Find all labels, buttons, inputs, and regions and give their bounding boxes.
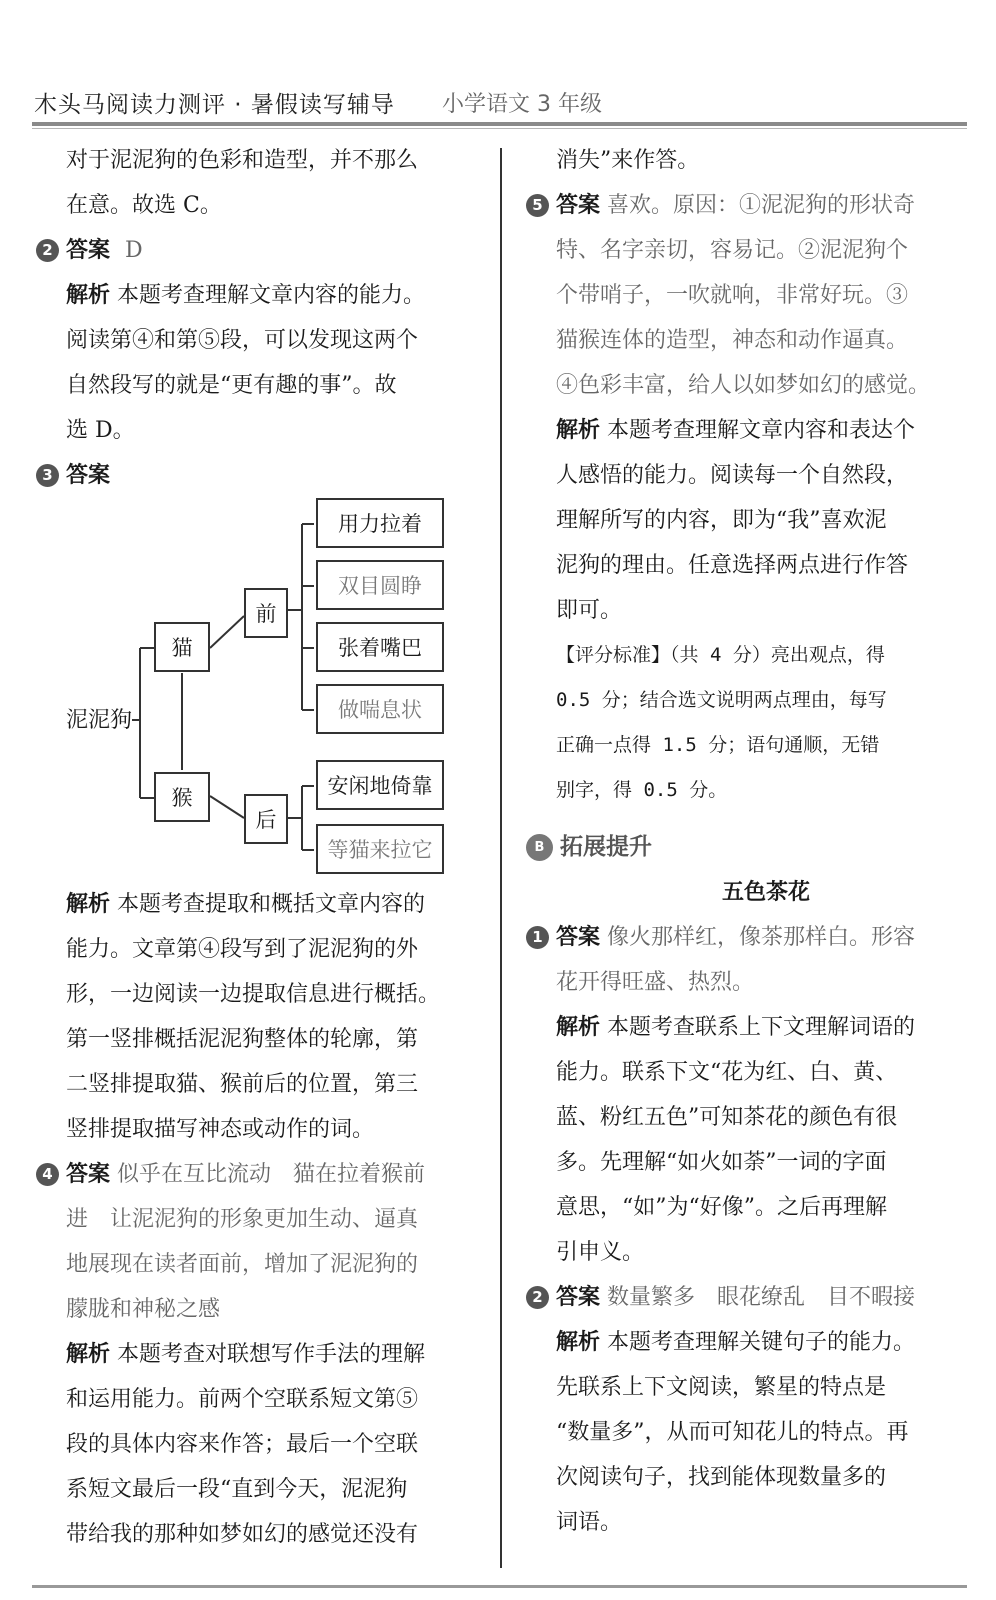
extension-question-1 (532, 915, 976, 1005)
text-line: 和运用能力。前两个空联系短文第⑤ (66, 1387, 419, 1412)
book-subtitle: 小学语文 3 年级 (442, 92, 602, 117)
left-column (42, 138, 486, 498)
analysis-label: 解析 (556, 1015, 601, 1040)
page-header (32, 86, 967, 122)
node-front: 前 (244, 588, 288, 638)
back-brace (288, 786, 314, 850)
text-line: 消失”来作答。 (556, 148, 700, 173)
text-line: 喜欢。原因：①泥泥狗的形状奇 (607, 193, 916, 218)
question-5 (532, 183, 976, 408)
extension-question-2 (532, 1275, 976, 1320)
leaf-front-1: 用力拉着 (316, 498, 444, 548)
text-line: ④色彩丰富，给人以如梦如幻的感觉。 (556, 373, 931, 398)
text-line: 花开得旺盛、热烈。 (556, 970, 755, 995)
text-line: 次阅读句子，找到能体现数量多的 (556, 1465, 887, 1490)
text-line: 竖排提取描写神态或动作的词。 (66, 1117, 375, 1142)
analysis-label: 解析 (66, 892, 111, 917)
text-line: 正确一点得 1.5 分；语句通顺，无错 (556, 734, 880, 756)
question-5-analysis (556, 408, 976, 633)
text-line: 本题考查对联想写作手法的理解 (117, 1342, 426, 1367)
leaf-front-3: 张着嘴巴 (316, 622, 444, 672)
text-line: 本题考查联系上下文理解词语的 (607, 1015, 916, 1040)
leaf-front-2: 双目圆睁 (316, 560, 444, 610)
text-line: 本题考查理解文章内容的能力。 (117, 283, 426, 308)
question-number: 4 (36, 1163, 59, 1186)
leaf-front-4: 做喘息状 (316, 684, 444, 734)
section-heading (534, 825, 976, 870)
node-cat: 猫 (154, 622, 210, 672)
question-3-analysis (66, 882, 486, 1152)
text-line: 意思，“如”为“好像”。之后再理解 (556, 1195, 887, 1220)
text-line: 词语。 (556, 1510, 623, 1535)
analysis-label: 解析 (556, 418, 601, 443)
question-4 (42, 1152, 486, 1332)
text-line: 数量繁多 眼花缭乱 目不暇接 (607, 1285, 916, 1310)
answer-label: 答案 (556, 1285, 601, 1310)
column-divider (500, 148, 502, 1568)
text-line: 系短文最后一段“直到今天，泥泥狗 (66, 1477, 408, 1502)
root-brace (132, 648, 154, 798)
answer-label: 答案 (66, 1162, 111, 1187)
leaf-back-1: 安闲地倚靠 (316, 760, 444, 810)
answer-label: 答案 (556, 193, 601, 218)
text-line: 段的具体内容来作答；最后一个空联 (66, 1432, 419, 1457)
diagram-root: 泥泥狗 (66, 708, 133, 733)
text-line: 形，一边阅读一边提取信息进行概括。 (66, 982, 441, 1007)
text-line: 自然段写的就是“更有趣的事”。故 (66, 373, 397, 398)
text-line: 朦胧和神秘之感 (66, 1297, 221, 1322)
text-line: 泥狗的理由。任意选择两点进行作答 (556, 553, 909, 578)
analysis-label: 解析 (66, 1342, 111, 1367)
text-line: 阅读第④和第⑤段，可以发现这两个 (66, 328, 419, 353)
right-continuation (556, 138, 976, 183)
text-line: 引申义。 (556, 1240, 645, 1265)
right-column (532, 138, 976, 1545)
text-line: 别字，得 0.5 分。 (556, 779, 728, 801)
text-line: 像火那样红，像茶那样白。形容 (607, 925, 916, 950)
text-line: 先联系上下文阅读，繁星的特点是 (556, 1375, 887, 1400)
text-line: 在意。故选 C。 (66, 193, 222, 218)
section-title: 拓展提升 (560, 834, 652, 860)
text-line: 选 D。 (66, 418, 135, 443)
text-line: 能力。文章第④段写到了泥泥狗的外 (66, 937, 419, 962)
analysis-label: 解析 (66, 283, 111, 308)
text-line: 【评分标准】（共 4 分）亮出观点，得 (556, 644, 885, 666)
header-rule (32, 122, 967, 126)
text-line: 本题考查理解文章内容和表达个 (607, 418, 916, 443)
question-2 (42, 228, 486, 273)
text-line: 进 让泥泥狗的形象更加生动、逼真 (66, 1207, 419, 1232)
scoring-criteria (556, 633, 976, 813)
text-line: 本题考查提取和概括文章内容的 (117, 892, 426, 917)
question-2-analysis (66, 273, 486, 453)
text-line: 特、名字亲切，容易记。②泥泥狗个 (556, 238, 909, 263)
answer-label: 答案 (66, 238, 111, 263)
text-line: 本题考查理解关键句子的能力。 (607, 1330, 916, 1355)
answer-text: D (125, 238, 143, 263)
text-line: 似乎在互比流动 猫在拉着猴前 (117, 1162, 426, 1187)
text-line: “数量多”，从而可知花儿的特点。再 (556, 1420, 909, 1445)
left-column-lower (42, 882, 486, 1557)
header-rule-thin (32, 128, 967, 129)
node-monkey: 猴 (154, 772, 210, 822)
extension-question-1-analysis (556, 1005, 976, 1275)
text-line: 第一竖排概括泥泥狗整体的轮廓，第 (66, 1027, 419, 1052)
node-back: 后 (244, 794, 288, 844)
analysis-label: 解析 (556, 1330, 601, 1355)
left-intro (66, 138, 486, 228)
cat-front-link (210, 616, 244, 648)
question-number: 3 (36, 464, 59, 487)
text-line: 0.5 分；结合选文说明两点理由，每写 (556, 689, 887, 711)
question-number: 2 (36, 239, 59, 262)
text-line: 二竖排提取猫、猴前后的位置，第三 (66, 1072, 419, 1097)
text-line: 带给我的那种如梦如幻的感觉还没有 (66, 1522, 419, 1547)
tree-diagram (62, 488, 482, 880)
answer-label: 答案 (66, 463, 111, 488)
text-line: 猫猴连体的造型，神态和动作逼真。 (556, 328, 909, 353)
leaf-back-2: 等猫来拉它 (316, 824, 444, 874)
text-line: 多。先理解“如火如荼”一词的字面 (556, 1150, 887, 1175)
text-line: 能力。联系下文“花为红、白、黄、 (556, 1060, 898, 1085)
footer-rule (32, 1585, 967, 1588)
question-number: 2 (526, 1286, 549, 1309)
extension-question-2-analysis (556, 1320, 976, 1545)
text-line: 地展现在读者面前，增加了泥泥狗的 (66, 1252, 419, 1277)
book-title: 木头马阅读力测评 · 暑假读写辅导 (34, 92, 395, 118)
text-line: 蓝、粉红五色”可知茶花的颜色有很 (556, 1105, 898, 1130)
section-badge-icon: B (526, 834, 553, 861)
text-line: 理解所写的内容，即为“我”喜欢泥 (556, 508, 887, 533)
monkey-back-link (210, 796, 244, 818)
text-line: 即可。 (556, 598, 623, 623)
question-number: 1 (526, 926, 549, 949)
text-line: 个带哨子，一吹就响，非常好玩。③ (556, 283, 909, 308)
text-line: 人感悟的能力。阅读每一个自然段， (556, 463, 909, 488)
answer-label: 答案 (556, 925, 601, 950)
text-line: 对于泥泥狗的色彩和造型，并不那么 (66, 148, 419, 173)
article-title: 五色茶花 (721, 880, 810, 905)
question-4-analysis (66, 1332, 486, 1557)
question-number: 5 (526, 194, 549, 217)
